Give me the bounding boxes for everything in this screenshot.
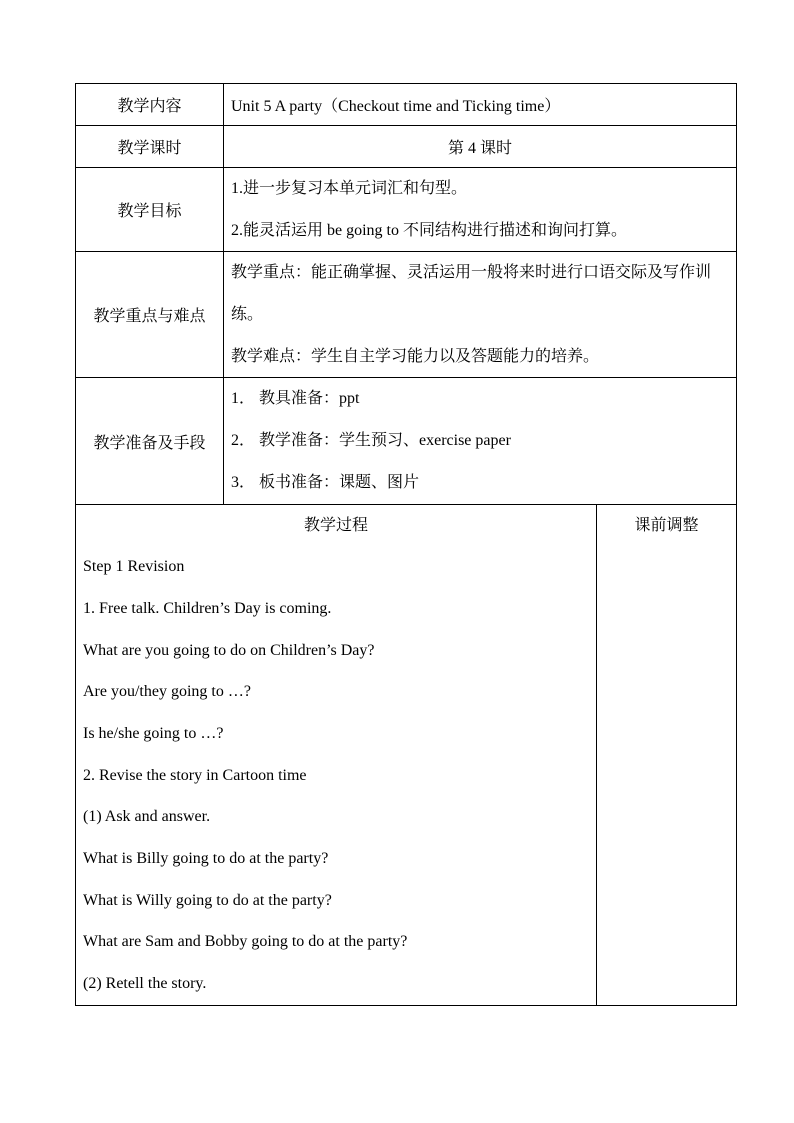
row-preparation	[76, 378, 737, 504]
goals-label: 教学目标	[76, 168, 224, 252]
process-header: 教学过程	[303, 516, 368, 534]
row-teaching-goals	[76, 168, 737, 252]
process-line: What is Billy going to do at the party?	[83, 850, 329, 868]
process-line: Is he/she going to …?	[83, 724, 224, 742]
goal-item: 1.进一步复习本单元词汇和句型。	[231, 180, 468, 197]
row-lesson-period	[76, 126, 737, 168]
process-line: Are you/they going to …?	[83, 683, 251, 701]
goal-item: 2.能灵活运用 be going to 不同结构进行描述和询问打算。	[231, 221, 627, 239]
key-cell	[224, 252, 737, 378]
process-line: What are Sam and Bobby going to do at the party?	[83, 933, 408, 951]
prep-label: 教学准备及手段	[76, 378, 224, 504]
process-line: What are you going to do on Children’s Day?	[83, 641, 375, 659]
content-label: 教学内容	[76, 84, 224, 126]
period-value: 第 4 课时	[224, 126, 737, 168]
process-line: (1) Ask and answer.	[83, 808, 211, 826]
goals-cell	[224, 168, 737, 252]
process-cell	[76, 504, 597, 1005]
key-label: 教学重点与难点	[76, 252, 224, 378]
difficult-point: 教学难点：学生自主学习能力以及答题能力的培养。	[231, 347, 600, 365]
row-process	[76, 504, 737, 1005]
prep-cell	[224, 378, 737, 504]
prep-item: 2． 教学准备：学生预习、exercise paper	[231, 432, 511, 450]
prep-item: 1． 教具准备：ppt	[231, 390, 360, 408]
prep-item: 3． 板书准备：课题、图片	[231, 473, 420, 491]
process-line: 2. Revise the story in Cartoon time	[83, 766, 307, 784]
adjust-header: 课前调整	[634, 516, 699, 534]
process-line: What is Willy going to do at the party?	[83, 891, 332, 909]
adjust-cell	[597, 504, 737, 1005]
content-value: Unit 5 A party（Checkout time and Ticking time）	[224, 84, 737, 126]
key-point: 教学重点：能正确掌握、灵活运用一般将来时进行口语交际及写作训练。	[231, 264, 712, 324]
process-line: Step 1 Revision	[83, 558, 185, 576]
period-label: 教学课时	[76, 126, 224, 168]
lesson-plan-table	[75, 83, 737, 1006]
row-key-difficult	[76, 252, 737, 378]
process-line: 1. Free talk. Children’s Day is coming.	[83, 599, 332, 617]
row-teaching-content	[76, 84, 737, 126]
process-line: (2) Retell the story.	[83, 975, 207, 993]
